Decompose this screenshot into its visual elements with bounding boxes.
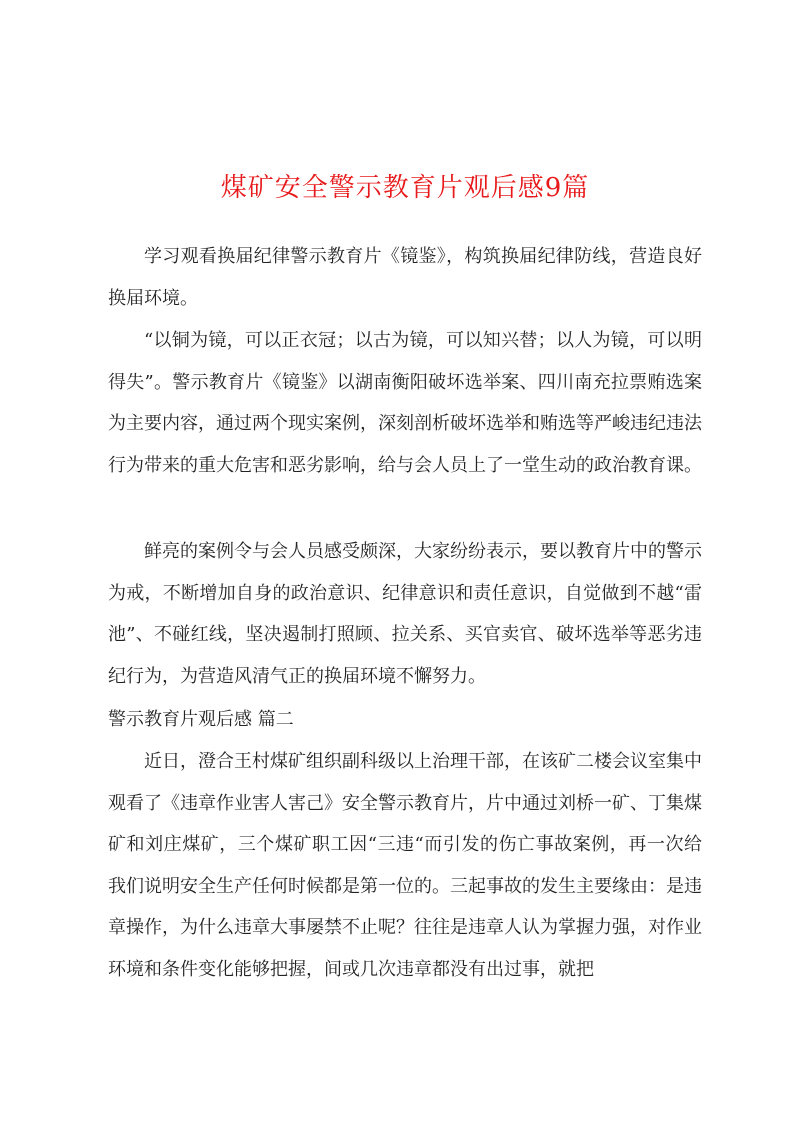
paragraph-1: 学习观看换届纪律警示教育片《镜鉴》，构筑换届纪律防线，营造良好换届环境。 xyxy=(108,246,702,309)
section-heading: 警示教育片观后感 篇二 xyxy=(108,709,294,730)
paragraph-2: “以铜为镜，可以正衣冠；以古为镜，可以知兴替；以人为镜，可以明得失”。警示教育片《镜鉴》以湖南衡阳破坏选举案、四川南充拉票贿选案为主要内容，通过两个现实案例，深刻剖析破坏选举和贿选等严峻违纪违法行为带来的重大危害和恶劣影响，给与会人员上了一堂生动的政治教育课。 xyxy=(108,330,702,476)
document-title: 煤矿安全警示教育片观后感9篇 xyxy=(220,173,590,203)
section-paragraph: 近日，澄合王村煤矿组织副科级以上治理干部，在该矿二楼会议室集中观看了《违章作业害人害己》安全警示教育片，片中通过刘桥一矿、丁集煤矿和刘庄煤矿，三个煤矿职工因“三违“而引发的伤亡事故案例，再一次给我们说明安全生产任何时候都是第一位的。三起事故的发生主要缘由：是违章操作，为什么违章大事屡禁不止呢？往往是违章人认为掌握力强，对作业环境和条件变化能够把握，间或几次违章都没有出过事，就把 xyxy=(108,751,702,980)
paragraph-3: 鲜亮的案例令与会人员感受颇深，大家纷纷表示，要以教育片中的警示为戒，不断增加自身的政治意识、纪律意识和责任意识，自觉做到不越“雷池”、不碰红线，坚决遏制打照顾、拉关系、买官卖官、破坏选举等恶劣违纪行为，为营造风清气正的换届环境不懈努力。 xyxy=(108,541,702,687)
